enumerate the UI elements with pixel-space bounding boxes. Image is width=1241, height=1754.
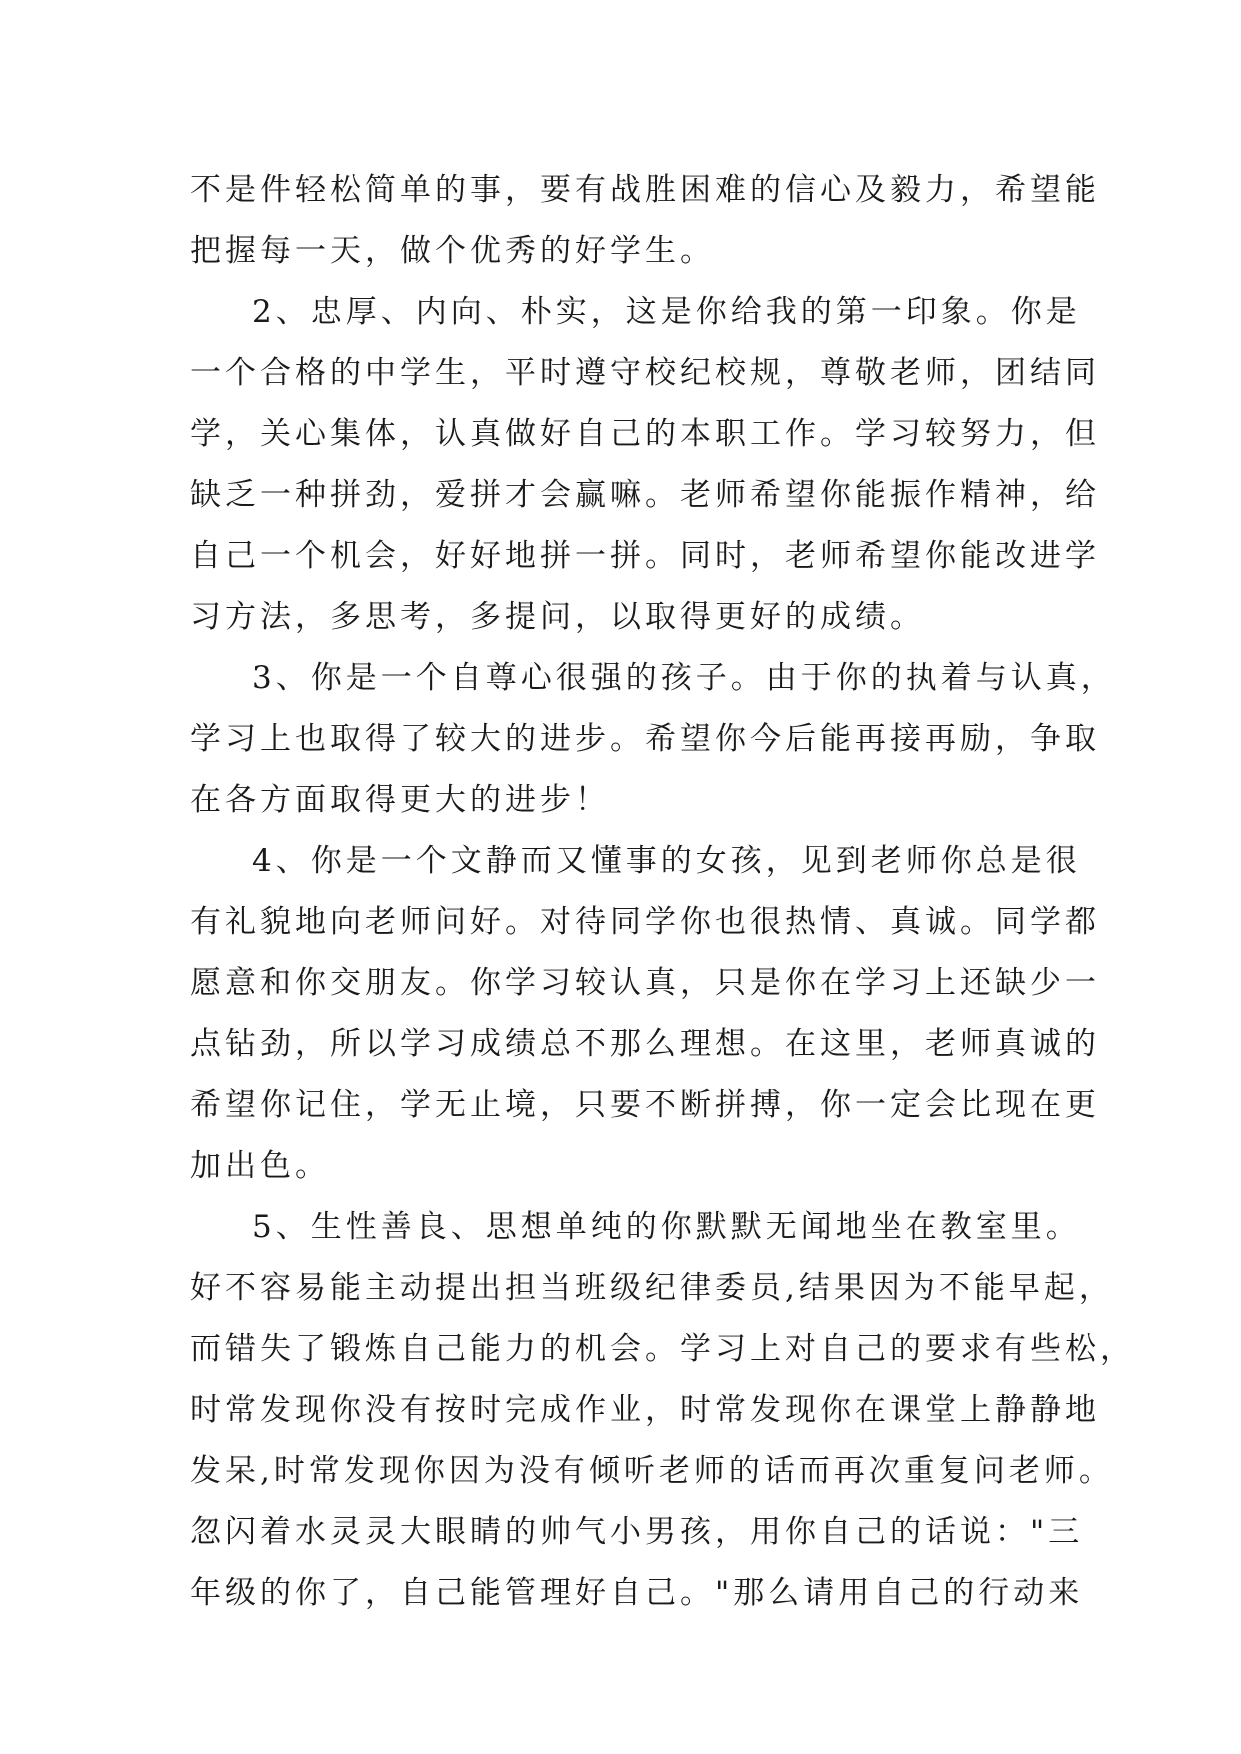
paragraph-3-first-line: 3、你是一个自尊心很强的孩子。由于你的执着与认真， xyxy=(252,660,1116,696)
text-line: 学，关心集体，认真做好自己的本职工作。学习较努力，但 xyxy=(190,416,1100,452)
document-body xyxy=(190,160,1135,1624)
text-line: 希望你记住，学无止境，只要不断拼搏，你一定会比现在更 xyxy=(190,1087,1100,1123)
text-line: 一个合格的中学生，平时遵守校纪校规，尊敬老师，团结同 xyxy=(190,355,1100,391)
text-line: 时常发现你没有按时完成作业，时常发现你在课堂上静静地 xyxy=(190,1392,1100,1428)
text-line: 在各方面取得更大的进步！ xyxy=(190,782,610,818)
text-line: 点钻劲，所以学习成绩总不那么理想。在这里，老师真诚的 xyxy=(190,1026,1100,1062)
paragraph-2-first-line: 2、忠厚、内向、朴实，这是你给我的第一印象。你是 xyxy=(252,294,1081,330)
paragraph-5-first-line: 5、生性善良、思想单纯的你默默无闻地坐在教室里。 xyxy=(252,1209,1081,1245)
text-line: 把握每一天，做个优秀的好学生。 xyxy=(190,233,715,269)
text-line: 而错失了锻炼自己能力的机会。学习上对自己的要求有些松， xyxy=(190,1331,1135,1367)
text-line: 缺乏一种拼劲，爱拼才会赢嘛。老师希望你能振作精神，给 xyxy=(190,477,1100,513)
text-line: 愿意和你交朋友。你学习较认真，只是你在学习上还缺少一 xyxy=(190,965,1100,1001)
text-line: 自己一个机会，好好地拼一拼。同时，老师希望你能改进学 xyxy=(190,538,1100,574)
paragraph-4-first-line: 4、你是一个文静而又懂事的女孩，见到老师你总是很 xyxy=(252,843,1081,879)
text-line: 有礼貌地向老师问好。对待同学你也很热情、真诚。同学都 xyxy=(190,904,1100,940)
text-line: 忽闪着水灵灵大眼睛的帅气小男孩，用你自己的话说："三 xyxy=(190,1514,1084,1550)
text-line: 习方法，多思考，多提问，以取得更好的成绩。 xyxy=(190,599,925,635)
text-line: 不是件轻松简单的事，要有战胜困难的信心及毅力，希望能 xyxy=(190,172,1100,208)
text-line: 加出色。 xyxy=(190,1148,330,1184)
text-line: 年级的你了，自己能管理好自己。"那么请用自己的行动来 xyxy=(190,1575,1084,1611)
text-line: 好不容易能主动提出担当班级纪律委员,结果因为不能早起， xyxy=(190,1270,1114,1306)
text-line: 学习上也取得了较大的进步。希望你今后能再接再励，争取 xyxy=(190,721,1100,757)
text-line: 发呆,时常发现你因为没有倾听老师的话而再次重复问老师。 xyxy=(190,1453,1114,1489)
